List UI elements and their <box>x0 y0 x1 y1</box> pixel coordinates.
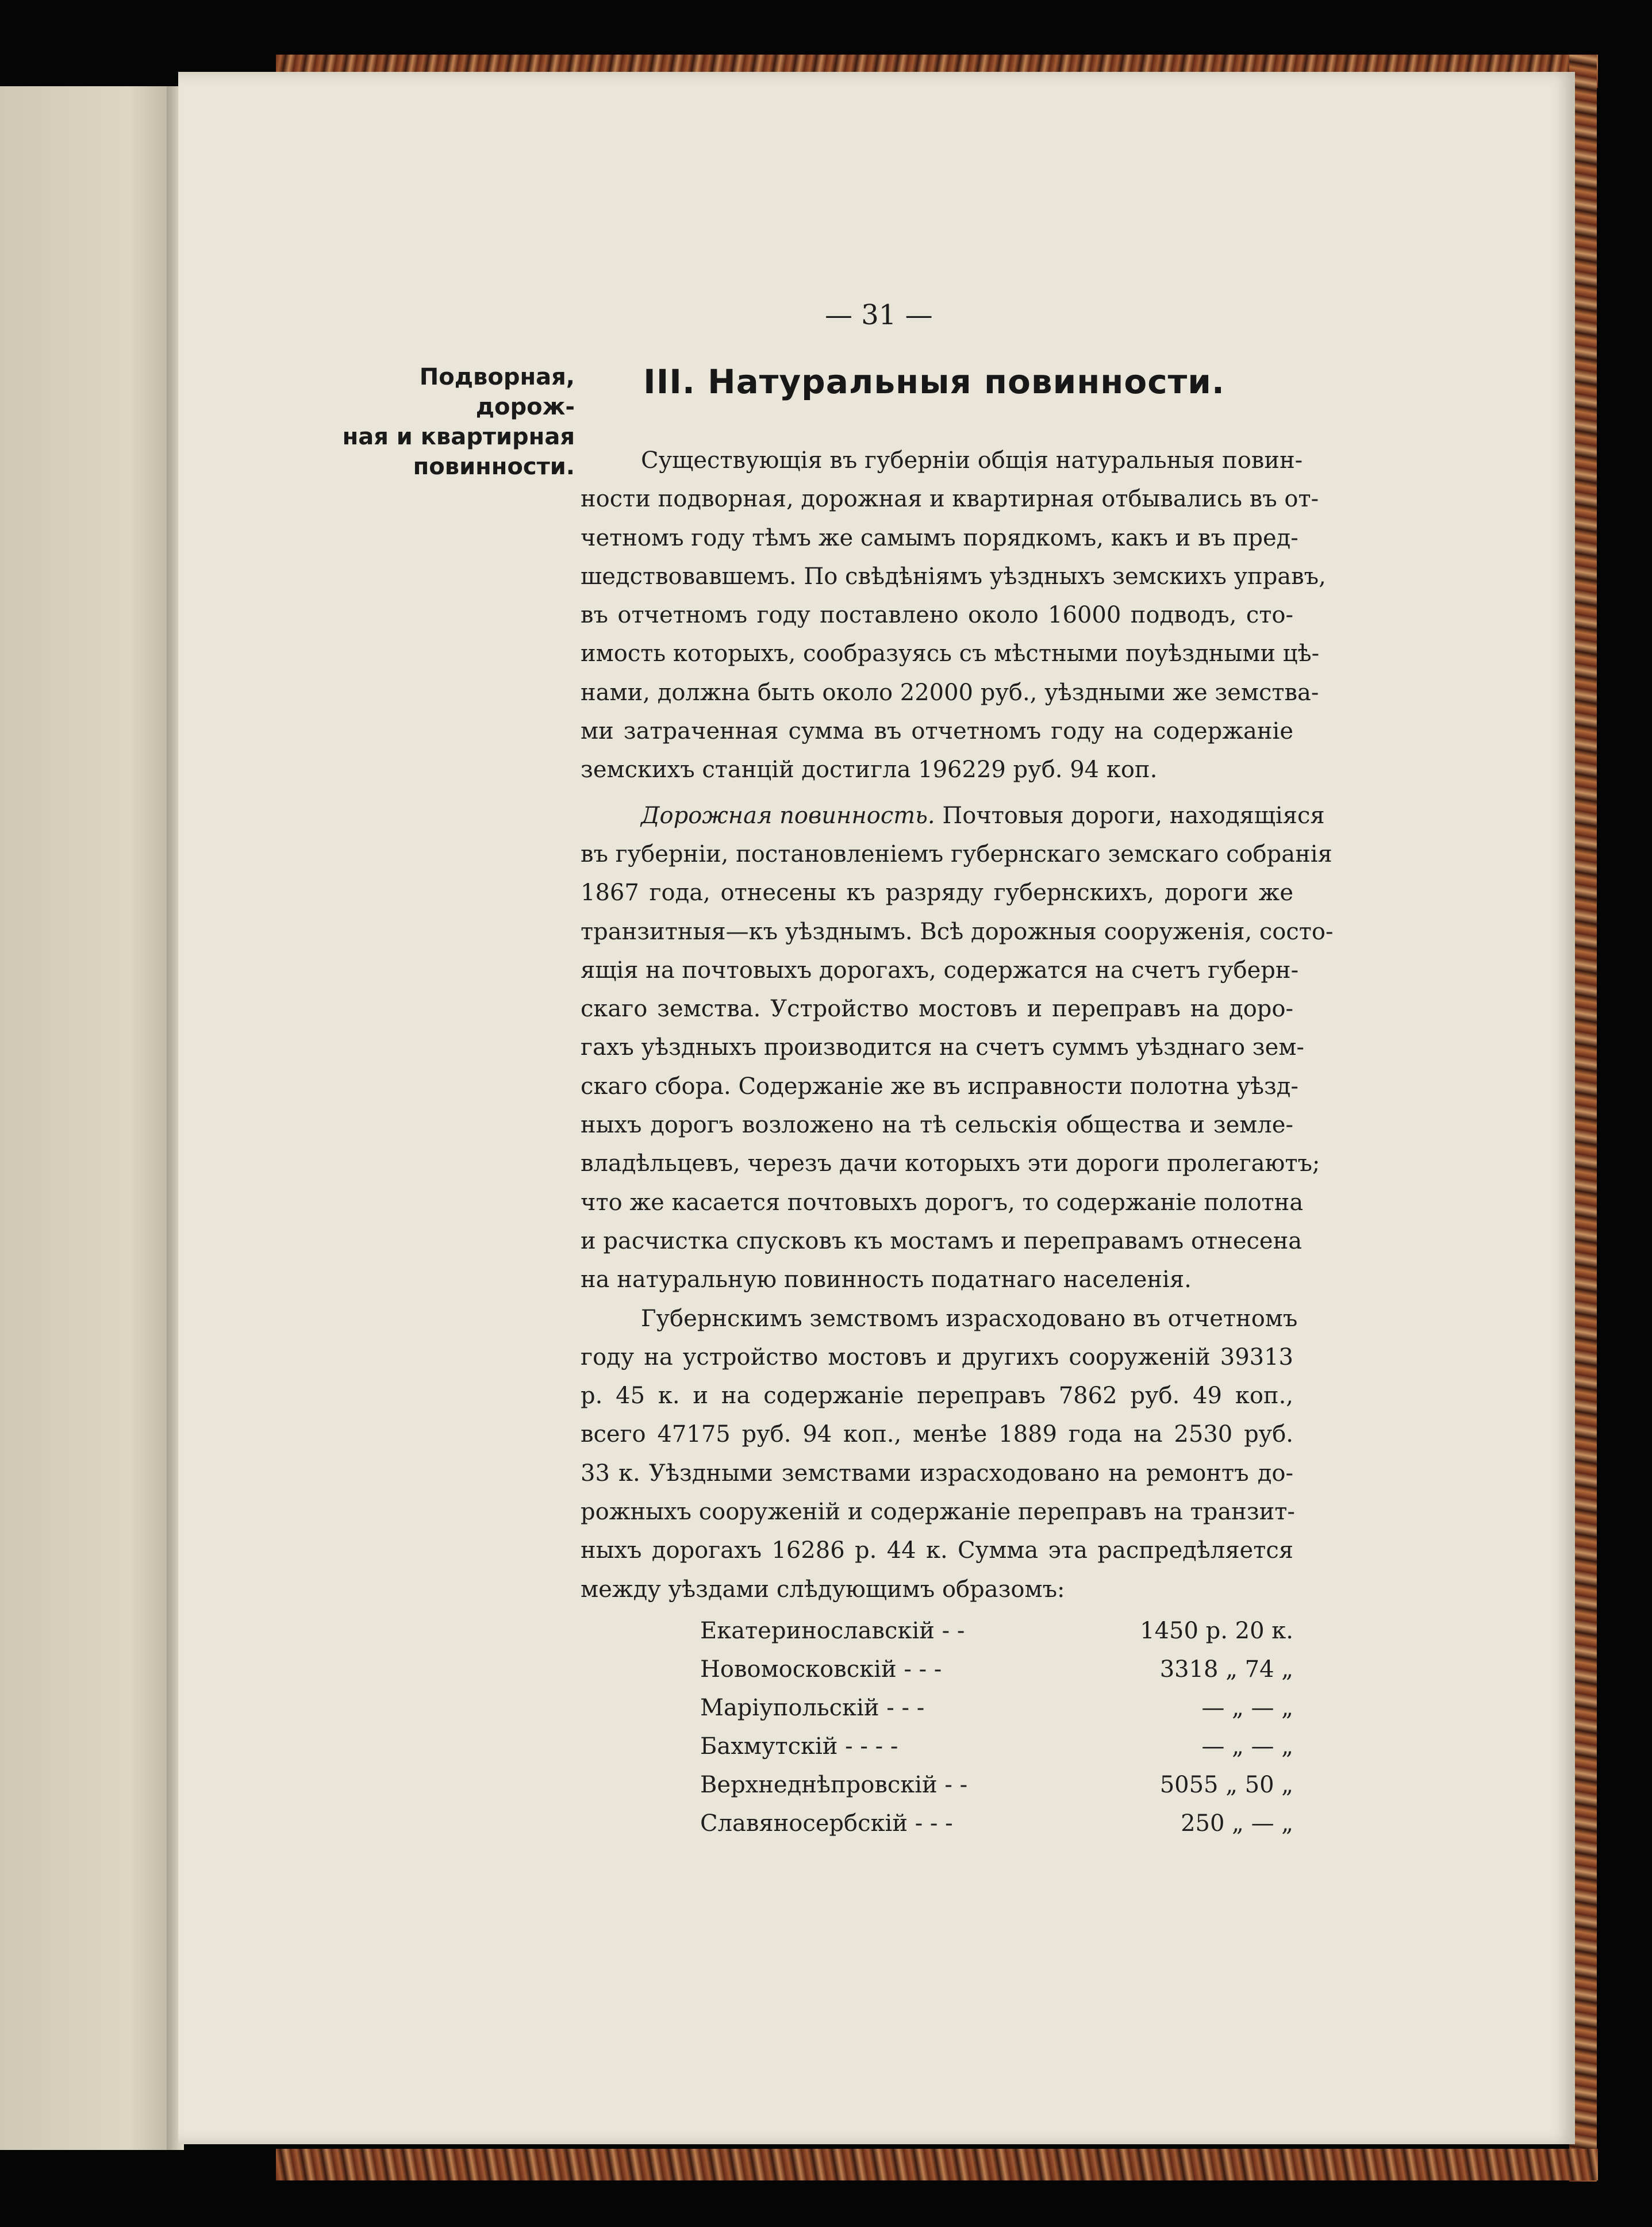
text-line: имость которыхъ, сообразуясь съ мѣстными поуѣздными цѣ- <box>581 640 1320 667</box>
text-line: въ отчетномъ году поставлено около 16000 подводъ, сто- <box>581 602 1293 629</box>
section-heading: III. Натуральныя повинности. <box>643 362 1225 401</box>
district-name: Бахмутскій - - - - <box>700 1733 898 1760</box>
text-line: что же касается почтовыхъ дорогъ, то содержаніе полотна <box>581 1189 1304 1216</box>
text-line: ныхъ дорогахъ 16286 р. 44 к. Сумма эта распредѣляется <box>581 1537 1293 1564</box>
text-line: Губернскимъ земствомъ израсходовано въ отчетномъ <box>641 1305 1298 1332</box>
text-line: скаго сбора. Содержаніе же въ исправности полотна уѣзд- <box>581 1073 1298 1100</box>
text-line: транзитныя—къ уѣзднымъ. Всѣ дорожныя сооруженія, состо- <box>581 918 1334 945</box>
table-row <box>700 1727 1293 1765</box>
table-row <box>700 1688 1293 1727</box>
text-line: шедствовавшемъ. По свѣдѣніямъ уѣздныхъ земскихъ управъ, <box>581 563 1326 590</box>
left-page-edge <box>0 86 172 2150</box>
text-line: между уѣздами слѣдующимъ образомъ: <box>581 1576 1065 1603</box>
text-line: владѣльцевъ, черезъ дачи которыхъ эти дороги пролегаютъ; <box>581 1150 1320 1177</box>
text-line: 33 к. Уѣздными земствами израсходовано на ремонтъ до- <box>581 1460 1293 1487</box>
text-line-rest: Почтовыя дороги, находящіяся <box>935 802 1325 829</box>
body-text <box>581 441 1334 1609</box>
district-name: Новомосковскій - - - <box>700 1656 942 1683</box>
district-expense-table <box>700 1611 1293 1842</box>
text-line: скаго земства. Устройство мостовъ и переправъ на доро- <box>581 996 1293 1023</box>
district-amount: — „ — „ <box>1201 1694 1293 1721</box>
district-amount: 3318 „ 74 „ <box>1159 1656 1293 1683</box>
text-line: на натуральную повинность податнаго населенія. <box>581 1266 1192 1293</box>
book-cover-bottom-edge <box>276 2149 1598 2180</box>
text-line: рожныхъ сооруженій и содержаніе переправъ на транзит- <box>581 1499 1295 1526</box>
text-line: году на устройство мостовъ и другихъ сооруженій 39313 <box>581 1343 1293 1370</box>
margin-note-line: ная и квартирная <box>342 424 575 450</box>
text-line: и расчистка спусковъ къ мостамъ и переправамъ отнесена <box>581 1227 1303 1254</box>
margin-note-line: повинности. <box>413 454 575 480</box>
text-line: ящія на почтовыхъ дорогахъ, содержатся на счетъ губерн- <box>581 957 1299 984</box>
district-amount: 5055 „ 50 „ <box>1159 1771 1293 1798</box>
text-line: р. 45 к. и на содержаніе переправъ 7862 руб. 49 коп., <box>581 1383 1293 1410</box>
text-line: всего 47175 руб. 94 коп., менѣе 1889 года на 2530 руб. <box>581 1421 1293 1448</box>
text-line: ми затраченная сумма въ отчетномъ году на содержаніе <box>581 718 1293 745</box>
district-amount: — „ — „ <box>1201 1733 1293 1760</box>
paragraph-lead: Дорожная повинность. <box>641 802 935 829</box>
table-row <box>700 1765 1293 1804</box>
text-line: 1867 года, отнесены къ разряду губернскихъ, дороги же <box>581 880 1293 907</box>
district-name: Екатеринославскій - - <box>700 1617 965 1644</box>
margin-note-line: Подворная, дорож- <box>419 364 575 420</box>
table-row <box>700 1650 1293 1688</box>
district-amount: 1450 р. 20 к. <box>1140 1617 1293 1644</box>
district-name: Верхнеднѣпровскій - - <box>700 1771 968 1798</box>
text-line: гахъ уѣздныхъ производится на счетъ суммъ уѣзднаго зем- <box>581 1034 1304 1061</box>
district-name: Маріупольскій - - - <box>700 1694 925 1721</box>
page-number: — 31 — <box>825 299 933 331</box>
text-line: ныхъ дорогъ возложено на тѣ сельскія общества и земле- <box>581 1112 1293 1139</box>
text-line: въ губерніи, постановленіемъ губернскаго земскаго собранія <box>581 840 1332 867</box>
text-line: нами, должна быть около 22000 руб., уѣздными же земства- <box>581 679 1319 706</box>
text-line: Существующія въ губерніи общія натуральныя повин- <box>641 447 1303 474</box>
margin-note <box>322 362 575 482</box>
district-amount: 250 „ — „ <box>1181 1810 1293 1837</box>
text-line: ности подворная, дорожная и квартирная отбывались въ от- <box>581 486 1319 513</box>
text-line <box>581 797 1325 835</box>
text-line: четномъ году тѣмъ же самымъ порядкомъ, какъ и въ пред- <box>581 524 1298 551</box>
district-name: Славяносербскій - - - <box>700 1810 953 1837</box>
table-row <box>700 1611 1293 1650</box>
table-row <box>700 1804 1293 1842</box>
text-line: земскихъ станцій достигла 196229 руб. 94 коп. <box>581 757 1158 784</box>
